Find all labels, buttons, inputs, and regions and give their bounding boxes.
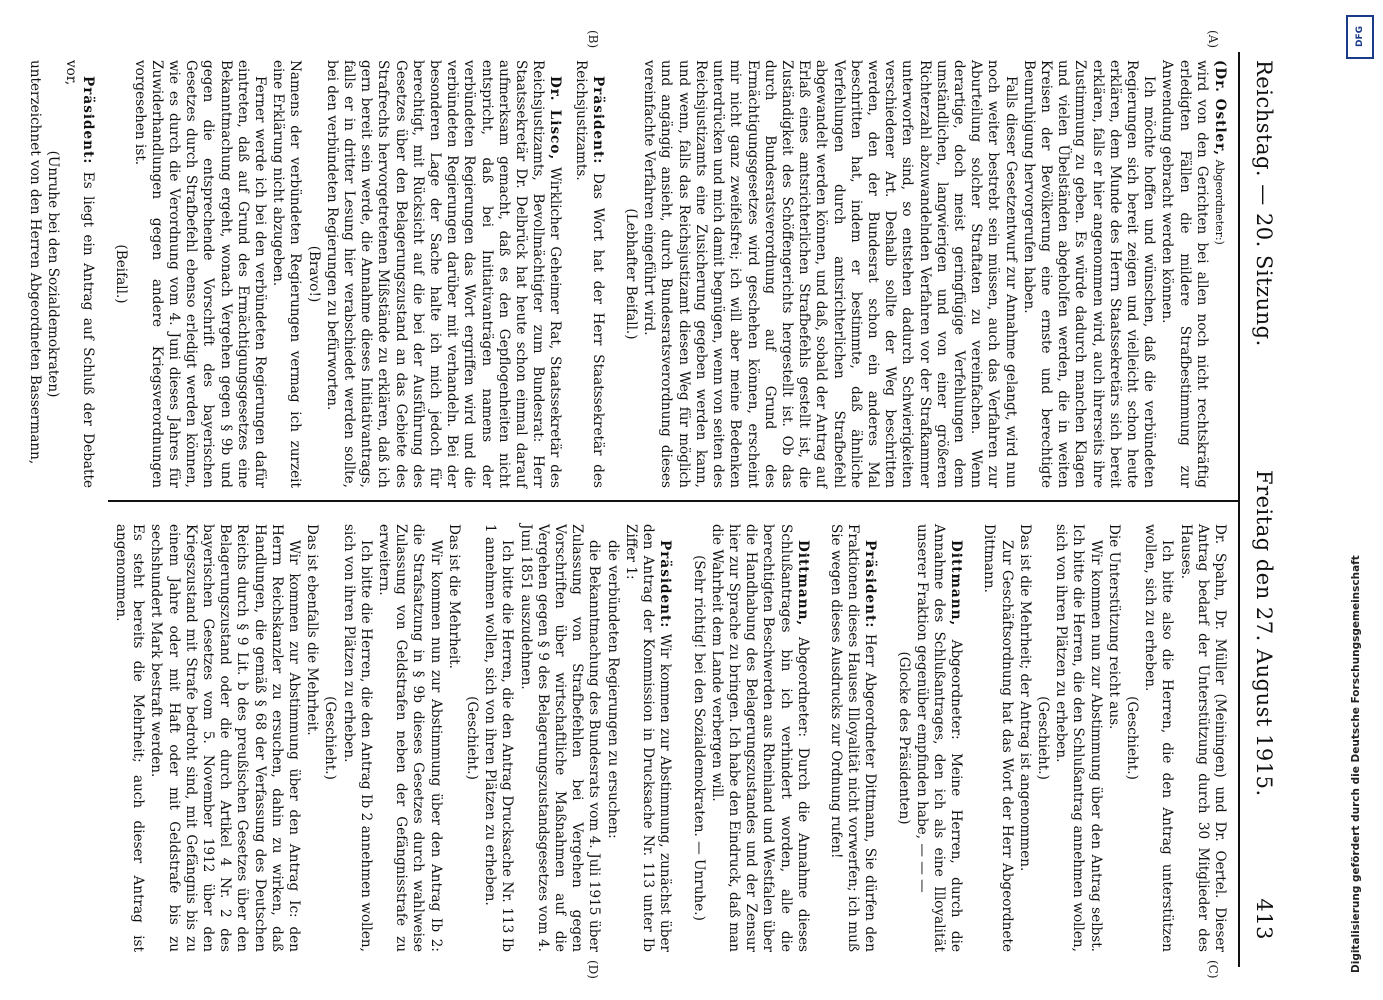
interjection: (Beifall.) (113, 244, 130, 304)
speech-paragraph (827, 524, 879, 952)
paragraph: Ich bitte die Herren, die den Antrag Ib 2 annehmen wollen, sich von ihren Plätzen zu erheben. (340, 524, 374, 952)
digitization-credit: Digitalisierung gefördert durch die Deutsche Forschungsgemeinschaft (1350, 555, 1362, 973)
speaker-name: Dittmann, (948, 540, 965, 627)
paragraph: die Bekanntmachung des Bundesrats vom 4. Juli 1915 über Zulassung von Strafbefehlen bei Vergehen gegen Vorschriften über wirtschaftliche Maßnahmen auf die Vergehen gegen § 9 des Belagerungszustandsgesetzes vom 4. Juni 1851 auszudehnen. (517, 524, 603, 952)
paragraph: Ich bitte die Herren, die den Antrag Drucksache Nr. 113 Ib 1 annehmen wollen, sich von ihren Plätzen zu erheben. (482, 524, 516, 952)
paragraph: Namens der verbündeten Regierungen vermag ich zurzeit eine Erklärung nicht abzugeben. (270, 60, 304, 488)
header-rule (1238, 52, 1240, 967)
dfg-logo: DFG (1346, 15, 1374, 59)
paragraph: Die Unterstützung reicht aus. (1105, 524, 1122, 730)
interjection: (Glocke des Präsidenten) (895, 651, 912, 825)
speech-text: Wir kommen zur Abstimmung, zunächst über den Antrag der Kommission in Drucksache Nr. 113 unter Ib Ziffer 1: (622, 524, 674, 952)
column-divider (108, 500, 1238, 502)
interjection: (Geschieht.) (1034, 696, 1051, 780)
margin-marker-b: (B) (586, 30, 600, 49)
paragraph: Das ist die Mehrheit; der Antrag ist angenommen. (1016, 524, 1033, 872)
paragraph: Zur Geschäftsordnung hat das Wort der Herr Abgeordnete Dittmann. (981, 524, 1015, 952)
speaker-name: Präsident: (80, 76, 97, 165)
interjection: (Sehr richtig! bei den Sozialdemokraten. — Unruhe.) (690, 555, 707, 921)
speech-text: Es liegt ein Antrag auf Schluß der Debatte vor, (63, 60, 97, 488)
paragraph: die verbündeten Regierungen zu ersuchen: (604, 540, 621, 839)
speech-paragraph (708, 524, 811, 952)
header-left: Reichstag. — 20. Sitzung. (1252, 60, 1276, 347)
speaker-name: Dr. Lisco, (547, 76, 564, 161)
paragraph: Wir kommen zur Abstimmung über den Antrag Ic: den Herrn Reichskanzler zu ersuchen, dahin zu wirken, daß Handlungen, die gemäß § 68 der Verfassung des Deutschen Reichs durch § 9 Lit. b des preußischen Gesetzes über den Belagerungszustand oder die durch Artikel 4 Nr. 2 des bayerischen Gesetzes vom 5. November 1912 über den Kriegszustand mit Strafe bedroht sind, mit Gefängnis bis zu einem Jahre oder mit Haft oder mit Geldstrafe bis zu sechshundert Mark bestraft werden. (148, 524, 303, 952)
paragraph: Falls dieser Gesetzentwurf zur Annahme gelangt, wird nun noch weiter bestrebt sein müssen, auch das Verfahren zur Aburteilung solcher Straftaten zu vereinfachen. Wenn derartige, doch meist geringfügige Verfehlungen dem umständlichen, langwierigen und von einer größeren Richterzahl abzuwandelnden Verfahren vor der Strafkammer unterworfen sind, so entstehen dadurch Schwierigkeiten verschiedener Art. Deshalb sollte der Weg beschritten werden, den der Bundesrat schon ein anderes Mal beschritten hat, indem er bestimmte, daß ähnliche Verfehlungen durch amtsrichterlichen Strafbefehl abgewandelt werden können, und daß, sobald der Antrag auf Erlaß eines amtsrichterlichen Strafbefehls gestellt ist, die Zuständigkeit des Schöffengerichts hergestellt ist. Ob das durch Bundesratsverordnung auf Grund des Ermächtigungsgesetzes wird geschehen können, erscheint mir nicht ganz zweifelsfrei; ich will aber meine Bedenken unterdrücken und mich damit begnügen, wenn von seiten des Reichsjustizamts eine Zusicherung gegeben werden kann, und wenn, falls das Reichsjustizamt diesen Weg für möglich und angängig ansieht, durch Bundesratsverordnung dieses vereinfachte Verfahren eingeführt wird. (641, 60, 1019, 488)
speech-text: Herr Abgeordneter Dittmann, Sie dürfen den Fraktionen dieses Hauses Illoyalität nicht vorwerfen; ich muß Sie wegen dieses Ausdrucks zur Ordnung rufen! (827, 524, 879, 952)
right-column (111, 524, 1228, 952)
margin-marker-a: (A) (1206, 30, 1220, 49)
speech-text: Wirklicher Geheimer Rat, Staatssekretär des Reichsjustizamts, Bevollmächtigter zum Bundesrat: Herr Staatssekretär Dr. Delbrück hat heute schon einmal darauf aufmerksam gemacht, daß es den Gepflogenheiten nicht entspricht, daß bei Initiativanträgen namens der verbündeten Regierungen das Wort ergriffen wird und die verbündeten Regierungen darüber mit verhandeln. Bei der besonderen Lage der Sache halte ich mich jedoch für berechtigt, mit Rücksicht auf die bei der Ausführung des Gesetzes über den Belagerungszustand an das Gebiete des Strafrechts hervorgetretenen Mißstände zu erklären, daß ich gern bereit sein werde, die Annahme dieses Initiativantrags, falls er in dritter Lesung hier verabschiedet werden sollte, bei den verbündeten Regierungen zu befürworten. (323, 60, 564, 488)
interjection: (Geschieht.) (1123, 696, 1140, 780)
paragraph: Das ist ebenfalls die Mehrheit. (304, 524, 321, 736)
interjection: (Lebhafter Beifall.) (623, 208, 640, 340)
margin-marker-d: (D) (586, 960, 600, 979)
paragraph: Das ist die Mehrheit. (445, 524, 462, 669)
page-number: 413 (1252, 898, 1276, 940)
paragraph: wird von den Gerichten bei allen noch nicht rechtskräftig erledigten Fällen die mildere Strafbestimmung zur Anwendung gebracht werden können. (1159, 60, 1210, 488)
speaker-intro (1211, 60, 1228, 488)
speech-paragraph (913, 524, 965, 952)
speaker-name: (Dr. Ostler, (1212, 60, 1228, 157)
paragraph: Ich bitte also die Herren, die den Antrag unterstützen wollen, sich zu erheben. (1142, 524, 1176, 952)
paragraph: Ich möchte hoffen und wünschen, daß die verbündeten Regierungen sich bereit zeigen und vielleicht schon heute erklären, dem Munde des Herrn Staatssekretärs sich bereit erklären, falls er hier angenommen wird, auch ihrerseits ihre Zustimmung zu geben. Es würde dadurch manchen Klagen und vielen Übelständen abgeholfen werden, die in weiten Kreisen der Bevölkerung eine ernste und berechtigte Beunruhigung hervorgerufen haben. (1020, 60, 1158, 488)
paragraph: Es steht bereits die Mehrheit; auch dieser Antrag ist angenommen. (113, 524, 147, 952)
interjection: (Bravo!) (305, 245, 322, 303)
speech-paragraph (622, 524, 674, 952)
paragraph: Wir kommen nun zur Abstimmung über den Antrag Ib 2: die Strafsatzung in § 9b dieses Gesetzes durch wahlweise Zulassung von Geldstrafen neben der Gefängnisstrafe zu erweitern. (376, 524, 444, 952)
speech-paragraph (571, 60, 605, 488)
interjection: (Unruhe bei den Sozialdemokraten) (44, 150, 61, 398)
paragraph: Ferner werde ich bei den verbündeten Regierungen dafür eintreten, daß auf Grund des Ermächtigungsgesetzes eine Bekanntmachung ergeht, wonach Vergehen gegen § 9b und gegen die entsprechende Vorschrift des bayerischen Gesetzes durch Strafbefehl ebenso erledigt werden können, wie es durch die Verordnung vom 4. Juni dieses Jahres für Zuwiderhandlungen gegen andere Kriegsverordnungen vorgesehen ist. (131, 60, 269, 488)
left-column (24, 60, 1228, 488)
interjection: (Geschieht.) (322, 696, 339, 780)
speech-paragraph (323, 60, 564, 488)
speaker-name: Präsident: (862, 540, 879, 629)
speaker-name: Präsident: (657, 540, 674, 629)
speaker-name: Präsident: (589, 76, 606, 165)
interjection: (Geschieht.) (464, 696, 481, 780)
side-credit (1343, 15, 1373, 975)
speech-text: Abgeordneter: Meine Herren, durch die Annahme des Schlußantrages, den ich als eine Illoyalität unserer Fraktion gegenüber empfinden habe, — — — (913, 524, 965, 952)
paragraph: Wir kommen nun zur Abstimmung über den Antrag selbst. Ich bitte die Herren, die den Schlußantrag annehmen wollen, sich von ihren Plätzen zu erheben. (1053, 524, 1104, 952)
paragraph: Dr. Spahn, Dr. Müller (Meiningen) und Dr. Oertel. Dieser Antrag bedarf der Unterstützung durch 30 Mitglieder des Hauses. (1177, 524, 1228, 952)
paragraph: unterzeichnet von den Herren Abgeordneten Bassermann, (26, 60, 43, 465)
margin-marker-c: (C) (1206, 960, 1220, 979)
speaker-role: Abgeordneter:) (1213, 156, 1226, 245)
page-header (1246, 0, 1282, 1000)
speech-paragraph (62, 60, 96, 488)
speech-text: Das Wort hat der Herr Staatssekretär des Reichsjustizamts. (572, 60, 606, 488)
speaker-name: Dittmann, (794, 540, 811, 627)
header-date: Freitag den 27. August 1915. (1252, 470, 1276, 797)
speech-text: Abgeordneter: Durch die Annahme dieses Schlußantrages bin ich verhindert worden, alle die berechtigten Beschwerden aus Rheinland und Westfalen über die Handhabung des Belagerungszustandes und der Zensur hier zur Sprache zu bringen. Ich habe den Eindruck, daß man die Wahrheit dem Lande verbergen will. (708, 524, 811, 952)
